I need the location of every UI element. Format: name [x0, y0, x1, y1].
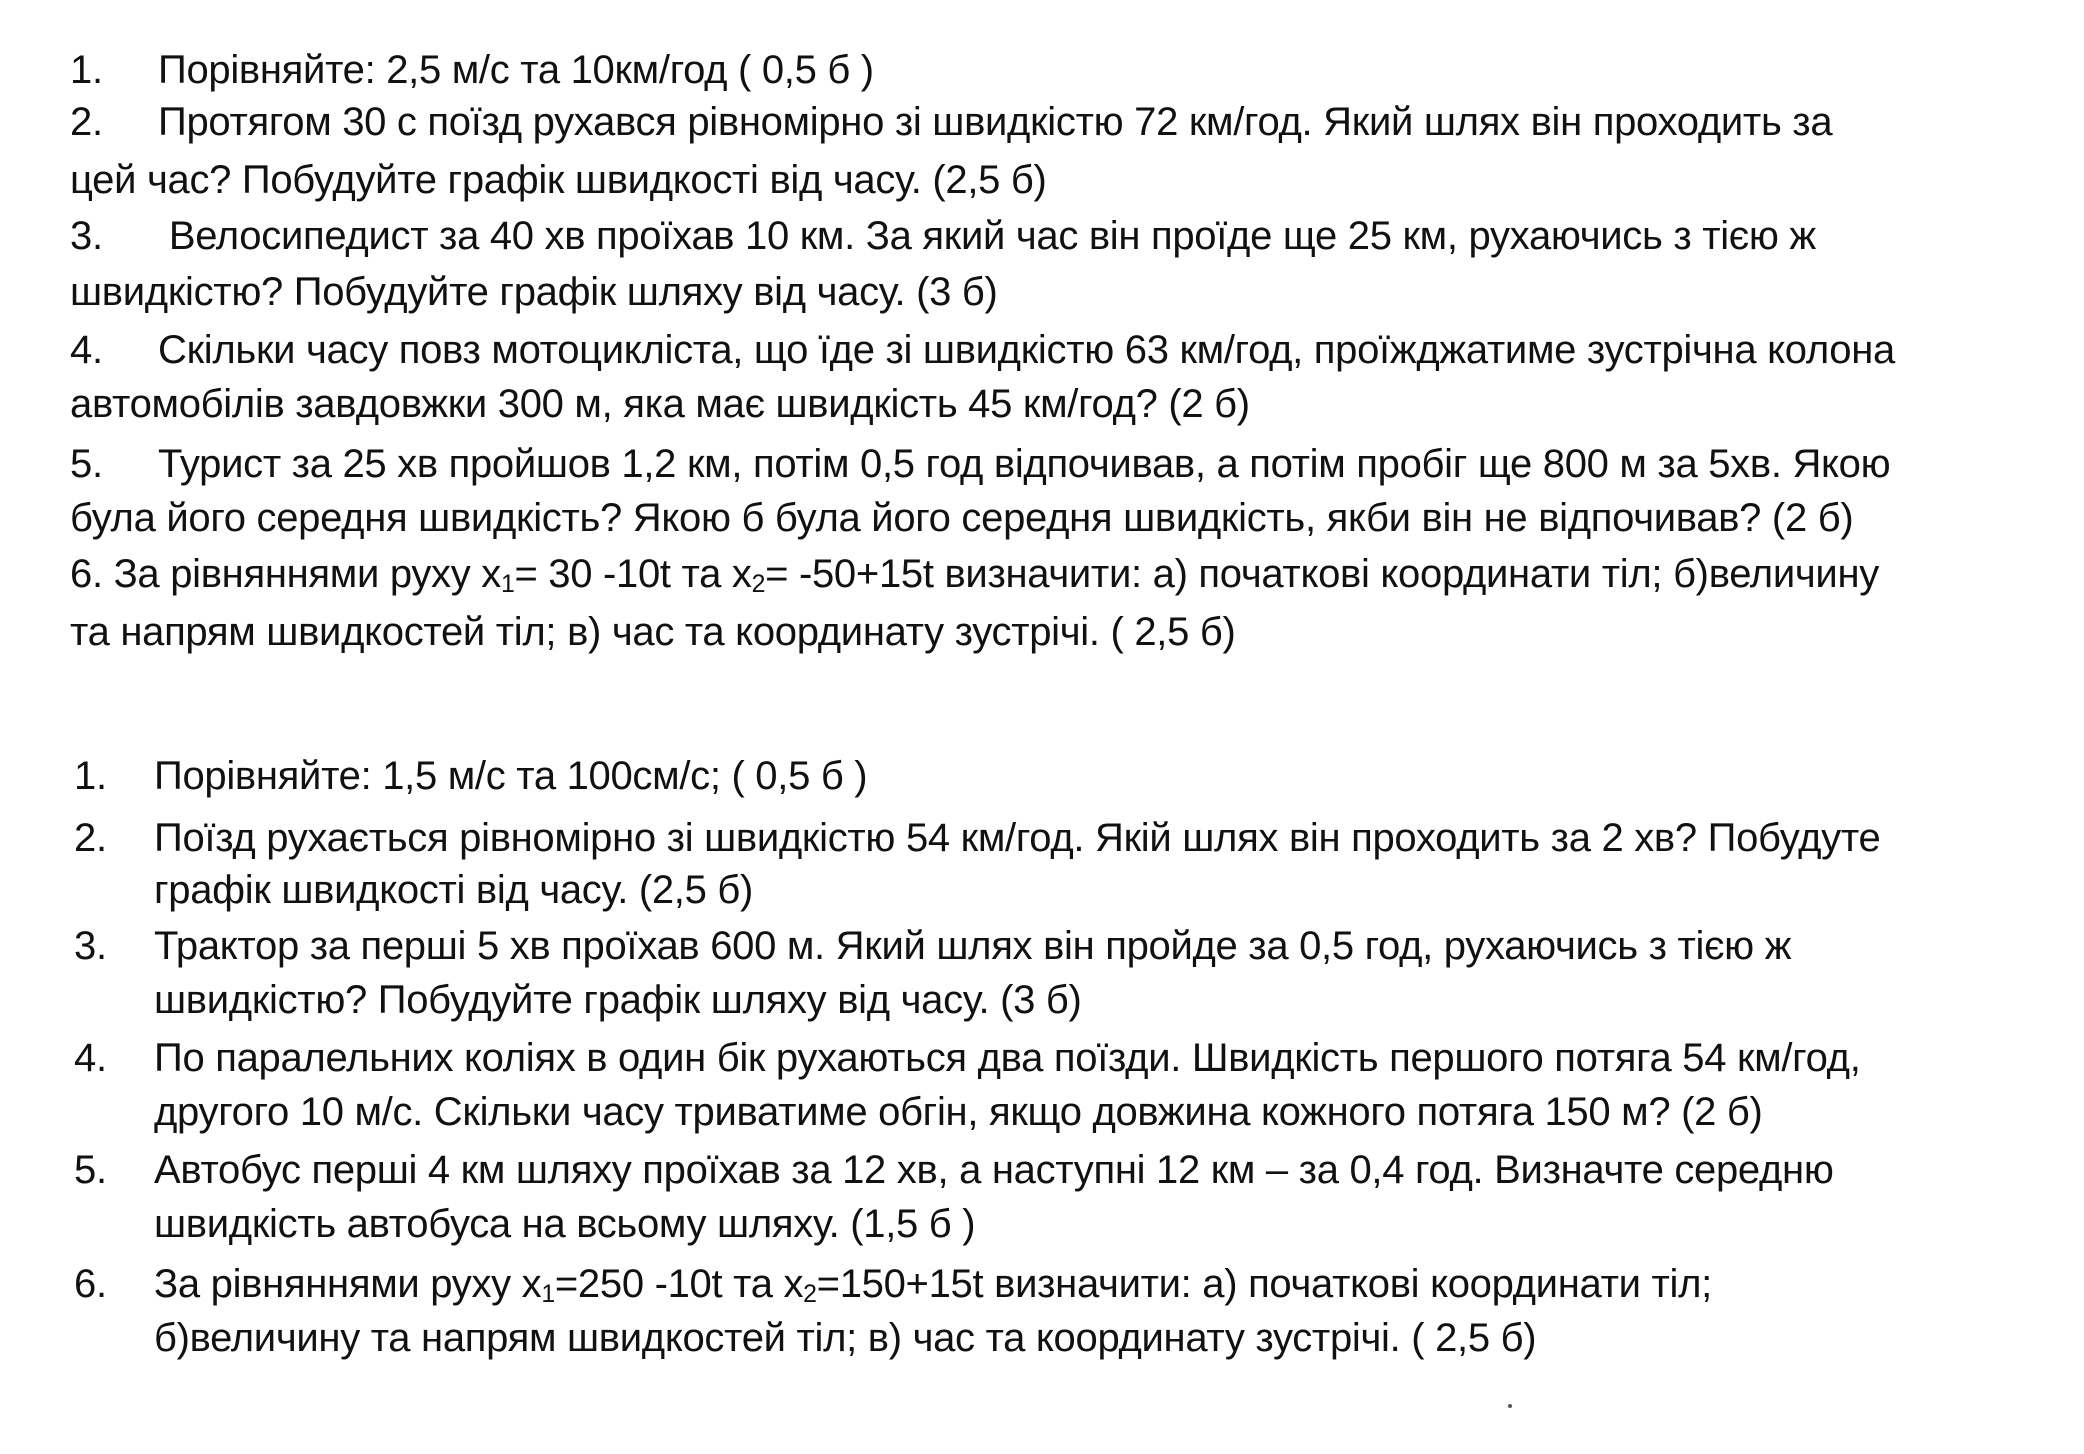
subscript: 1: [541, 1280, 555, 1308]
v2-question-6-line-1: [74, 1260, 1712, 1319]
question-text: Трактор за перші 5 хв проїхав 600 м. Який шлях він пройде за 0,5 год, рухаючись з тією ж: [154, 924, 1792, 968]
question-number: 3.: [70, 214, 103, 258]
subscript: 2: [803, 1280, 817, 1308]
question-text: Порівняйте: 2,5 м/с та 10км/год ( 0,5 б ): [158, 48, 874, 92]
question-text: По паралельних коліях в один бік рухаються два поїзди. Швидкість першого потяга 54 км/год,: [154, 1036, 1861, 1080]
v1-question-6-line-1: [70, 550, 1879, 609]
scan-speck: [1508, 1404, 1512, 1408]
subscript: 1: [500, 570, 515, 598]
v1-question-6-line-2: та напрям швидкостей тіл; в) час та координату зустрічі. ( 2,5 б): [70, 610, 1236, 654]
v1-question-4-line-1: [70, 326, 1895, 374]
question-number: 4.: [74, 1036, 107, 1080]
v2-question-2-line-2: графік швидкості від часу. (2,5 б): [154, 868, 753, 912]
v1-question-5-line-2: була його середня швидкість? Якою б була його середня швидкість, якби він не відпочивав? (2 б): [70, 496, 1854, 540]
v1-question-4-line-2: автомобілів завдовжки 300 м, яка має швидкість 45 км/год? (2 б): [70, 382, 1250, 426]
v2-question-5-line-1: [74, 1146, 1834, 1194]
question-number: 3.: [74, 924, 107, 968]
question-number: 2.: [74, 816, 107, 860]
question-number: 1.: [70, 48, 103, 92]
v2-question-3-line-1: [74, 922, 1791, 970]
question-number: 1.: [74, 754, 107, 798]
question-text: Турист за 25 хв пройшов 1,2 км, потім 0,5 год відпочивав, а потім пробіг ще 800 м за 5хв. Якою: [158, 442, 1891, 486]
question-text: =150+15t визначити: а) початкові координати тіл;: [816, 1262, 1712, 1306]
question-number: 5.: [70, 442, 103, 486]
v1-question-3-line-1: [70, 212, 1816, 260]
v2-question-2-line-1: [74, 814, 1880, 862]
question-text: 6. За рівняннями руху x: [70, 552, 501, 596]
question-text: Порівняйте: 1,5 м/с та 100см/с; ( 0,5 б ): [154, 754, 868, 798]
question-text: За рівняннями руху x: [154, 1262, 542, 1306]
v2-question-6-line-2: б)величину та напрям швидкостей тіл; в) час та координату зустрічі. ( 2,5 б): [154, 1316, 1537, 1360]
question-text: Велосипедист за 40 хв проїхав 10 км. За який час він проїде ще 25 км, рухаючись з тією ж: [158, 214, 1816, 258]
v1-question-1: [70, 46, 874, 94]
question-text: Скільки часу повз мотоцикліста, що їде зі швидкістю 63 км/год, проїжджатиме зустрічна колона: [158, 328, 1895, 372]
v2-question-5-line-2: швидкість автобуса на всьому шляху. (1,5 б ): [154, 1202, 976, 1246]
subscript: 2: [751, 570, 766, 598]
v1-question-2-line-1: [70, 98, 1832, 146]
question-text: =250 -10t та x: [554, 1262, 804, 1306]
question-text: Протягом 30 с поїзд рухався рівномірно зі швидкістю 72 км/год. Який шлях він проходить за: [158, 100, 1833, 144]
question-number: 4.: [70, 328, 103, 372]
question-number: 2.: [70, 100, 103, 144]
v1-question-5-line-1: [70, 440, 1890, 488]
v2-question-3-line-2: швидкістю? Побудуйте графік шляху від часу. (3 б): [154, 978, 1082, 1022]
v1-question-3-line-2: швидкістю? Побудуйте графік шляху від часу. (3 б): [70, 270, 998, 314]
question-text: = 30 -10t та x: [514, 552, 752, 596]
v2-question-4-line-1: [74, 1034, 1861, 1082]
v2-question-1: [74, 752, 867, 800]
question-text: Автобус перші 4 км шляху проїхав за 12 хв, а наступні 12 км – за 0,4 год. Визначте середню: [154, 1148, 1834, 1192]
v1-question-2-line-2: цей час? Побудуйте графік швидкості від часу. (2,5 б): [70, 158, 1047, 202]
question-number: 6.: [74, 1262, 107, 1306]
question-text: Поїзд рухається рівномірно зі швидкістю 54 км/год. Якій шлях він проходить за 2 хв? Побудуте: [154, 816, 1881, 860]
v2-question-4-line-2: другого 10 м/с. Скільки часу триватиме обгін, якщо довжина кожного потяга 150 м? (2 б): [154, 1090, 1763, 1134]
question-text: = -50+15t визначити: а) початкові координати тіл; б)величину: [765, 552, 1879, 596]
question-number: 5.: [74, 1148, 107, 1192]
